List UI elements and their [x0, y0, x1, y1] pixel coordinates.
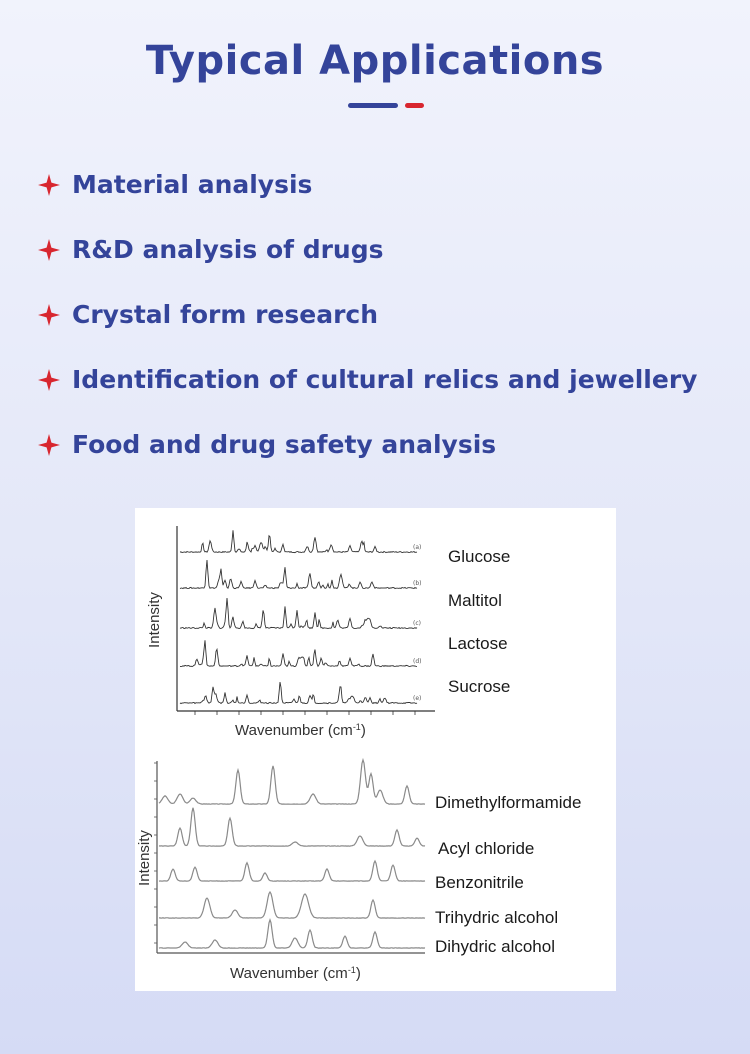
bottom-series-label: Dimethylformamide [435, 793, 582, 812]
four-point-star-icon [38, 174, 60, 196]
spectrum-line [180, 598, 417, 629]
top-series-label: Lactose [448, 634, 508, 653]
application-label: Food and drug safety analysis [72, 430, 497, 459]
list-item [38, 282, 728, 347]
four-point-star-icon [38, 369, 60, 391]
bottom-x-axis-label [230, 965, 361, 982]
list-item [38, 152, 728, 217]
spectrum-line [159, 808, 425, 846]
top-x-axis-label [235, 722, 366, 739]
page-title: Typical Applications [145, 38, 605, 84]
application-label: Identification of cultural relics and jewellery [72, 365, 698, 394]
spectrum-line [159, 861, 425, 881]
underline-red-bar [405, 103, 424, 108]
four-point-star-icon [38, 304, 60, 326]
spectrum-tag: (e) [413, 695, 422, 702]
top-y-axis-label: Intensity [146, 592, 163, 648]
bottom-x-axis-label-text: Wavenumber (cm [230, 965, 348, 982]
spectrum-tag: (b) [413, 580, 422, 587]
bottom-x-axis-label-exp: -1 [347, 965, 356, 975]
underline-blue-bar [348, 103, 398, 108]
spectrum-tag: (a) [413, 544, 422, 551]
bottom-spectra [159, 760, 425, 948]
list-item [38, 217, 728, 282]
list-item [38, 412, 728, 477]
bottom-series-label: Acyl chloride [438, 839, 535, 858]
application-label: R&D analysis of drugs [72, 235, 384, 264]
four-point-star-icon [38, 434, 60, 456]
bottom-x-axis-label-close: ) [355, 965, 361, 982]
four-point-star-icon [38, 239, 60, 261]
application-label: Material analysis [72, 170, 313, 199]
spectra-chart [135, 508, 616, 991]
applications-list [38, 152, 728, 477]
list-item [38, 347, 728, 412]
top-x-axis-label-text: Wavenumber (cm [235, 722, 353, 739]
spectrum-line [159, 760, 425, 804]
top-x-axis-label-close: ) [360, 722, 366, 739]
spectra-figure [135, 508, 616, 991]
bottom-series-label: Benzonitrile [435, 873, 524, 892]
top-x-axis-label-exp: -1 [352, 722, 361, 732]
spectrum-tag: (c) [413, 620, 421, 627]
bottom-y-axis-label: Intensity [136, 830, 153, 886]
bottom-series-label: Dihydric alcohol [435, 937, 555, 956]
application-label: Crystal form research [72, 300, 379, 329]
top-series-label: Sucrose [448, 677, 511, 696]
spectrum-line [159, 920, 425, 948]
spectrum-line [180, 682, 417, 704]
top-series-label: Maltitol [448, 591, 502, 610]
spectrum-tag: (d) [413, 658, 422, 665]
spectrum-line [180, 640, 417, 666]
bottom-series-label: Trihydric alcohol [435, 908, 559, 927]
spectrum-line [159, 892, 425, 918]
spectrum-line [180, 530, 417, 552]
top-series-label: Glucose [448, 547, 511, 566]
spectrum-line [180, 560, 417, 589]
top-spectra [180, 530, 422, 703]
